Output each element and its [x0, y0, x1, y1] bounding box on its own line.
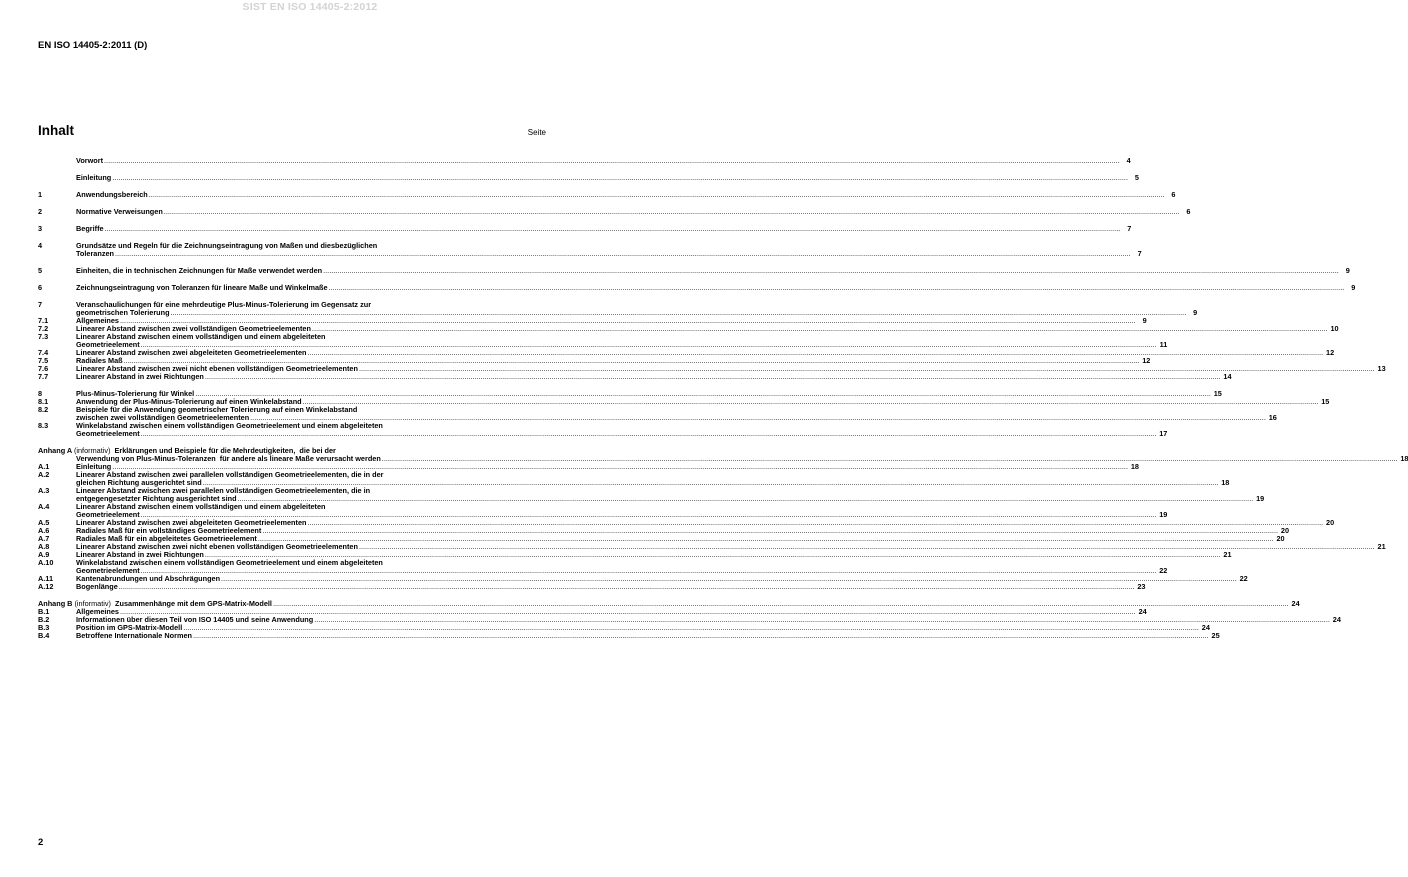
toc-leader-dots [164, 208, 1180, 216]
toc-entry-page: 22 [1159, 566, 1168, 575]
toc-entry-page: 23 [1137, 582, 1146, 591]
toc-entry-number: 8.1 [38, 397, 49, 406]
toc-leader-dots [115, 250, 1131, 258]
toc-entry-page: 24 [1291, 599, 1300, 608]
toc-entry-title: Begriffe [76, 224, 104, 233]
toc-entry-number: 7.3 [38, 332, 49, 341]
toc-entry-title: Linearer Abstand in zwei Richtungen [76, 550, 204, 559]
toc-entry-title: entgegengesetzter Richtung ausgerichtet sind [76, 494, 237, 503]
toc-entry-number: 7.4 [38, 348, 49, 357]
toc-entry-title: Winkelabstand zwischen einem vollständigen Geometrieelement und einem abgeleiteten [76, 558, 383, 567]
toc-entry-page: 13 [1377, 364, 1386, 373]
toc-entry[interactable] [38, 405, 1277, 422]
toc-entry-title: Anwendung der Plus-Minus-Tolerierung auf einen Winkelabstand [76, 397, 302, 406]
toc-entry-page: 25 [1211, 631, 1220, 640]
toc-entry-number: 7.7 [38, 372, 49, 381]
page-column-label: Seite [527, 128, 546, 137]
toc-leader-dots [312, 325, 1328, 333]
toc-entry-page: 24 [1201, 623, 1210, 632]
toc-entry-title: Radiales Maß für ein abgeleitetes Geometrieelement [76, 534, 257, 543]
toc-leader-dots [193, 632, 1209, 640]
toc-leader-dots [119, 583, 1135, 591]
toc-entry[interactable] [38, 207, 1191, 216]
toc-leader-dots [112, 174, 1128, 182]
toc-entry[interactable] [38, 582, 1146, 591]
table-of-contents [38, 156, 1408, 640]
toc-entry-page: 9 [1142, 316, 1147, 325]
toc-entry[interactable] [38, 332, 1168, 349]
toc-entry-page: 19 [1256, 494, 1265, 503]
toc-entry-number: B.4 [38, 631, 50, 640]
toc-entry[interactable] [38, 283, 1356, 292]
toc-leader-dots [303, 398, 1319, 406]
toc-leader-dots [104, 157, 1120, 165]
toc-entry-page: 9 [1345, 266, 1350, 275]
toc-entry-title: Geometrieelement [76, 429, 140, 438]
toc-entry-title: Radiales Maß für ein vollständiges Geometrieelement [76, 526, 262, 535]
toc-entry-page: 10 [1330, 324, 1339, 333]
toc-entry-number: B.3 [38, 623, 50, 632]
toc-entry-number: A.11 [38, 574, 54, 583]
toc-entry-number: A.7 [38, 534, 50, 543]
toc-entry-page: 20 [1326, 518, 1335, 527]
watermark: SIST EN ISO 14405-2:2012 [242, 1, 378, 13]
toc-entry-title: Kantenabrundungen und Abschrägungen [76, 574, 221, 583]
toc-entry-number: 1 [38, 190, 43, 199]
toc-leader-dots [323, 267, 1339, 275]
toc-entry-title: Einheiten, die in technischen Zeichnungen für Maße verwendet werden [76, 266, 323, 275]
toc-entry-title: Geometrieelement [76, 340, 140, 349]
toc-entry[interactable] [38, 502, 1168, 519]
toc-entry-number: A.1 [38, 462, 50, 471]
toc-entry-number: A.2 [38, 470, 50, 479]
toc-entry-title: Grundsätze und Regeln für die Zeichnungseintragung von Maßen und diesbezüglichen [76, 241, 378, 250]
toc-entry-title: Einleitung [76, 462, 112, 471]
toc-entry-number: A.10 [38, 558, 54, 567]
toc-entry-title: Plus-Minus-Tolerierung für Winkel [76, 389, 195, 398]
toc-entry-title: Linearer Abstand zwischen zwei abgeleiteten Geometrieelementen [76, 348, 307, 357]
toc-entry-number: 2 [38, 207, 43, 216]
toc-entry-title: Position im GPS-Matrix-Modell [76, 623, 183, 632]
toc-entry-page: 21 [1223, 550, 1232, 559]
toc-entry-number: 7.2 [38, 324, 49, 333]
toc-entry-page: 16 [1268, 413, 1277, 422]
toc-entry-number [38, 157, 76, 165]
toc-leader-dots [149, 191, 1165, 199]
toc-leader-dots [329, 284, 1345, 292]
toc-entry-title: Winkelabstand zwischen einem vollständigen Geometrieelement und einem abgeleiteten [76, 421, 383, 430]
toc-entry-page: 24 [1138, 607, 1147, 616]
toc-entry-page: 15 [1213, 389, 1222, 398]
toc-entry-title: Linearer Abstand zwischen einem vollständigen und einem abgeleiteten [76, 332, 326, 341]
toc-entry-title: Vorwort [76, 156, 104, 165]
toc-entry-number: A.9 [38, 550, 50, 559]
toc-entry-number: B.2 [38, 615, 50, 624]
toc-entry-page: 11 [1159, 340, 1168, 349]
toc-entry-page: 12 [1142, 356, 1151, 365]
toc-entry-page: 5 [1134, 173, 1139, 182]
toc-entry-number: A.4 [38, 502, 50, 511]
toc-entry-number: 4 [38, 241, 43, 250]
toc-entry-page: 15 [1321, 397, 1330, 406]
toc-entry-title: Veranschaulichungen für eine mehrdeutige Plus-Minus-Tolerierung im Gegensatz zur [76, 300, 372, 309]
toc-entry-number: 8.2 [38, 405, 49, 414]
toc-entry-number: A.5 [38, 518, 50, 527]
toc-entry-title: gleichen Richtung ausgerichtet sind [76, 478, 202, 487]
toc-leader-dots [238, 495, 1254, 503]
toc-entry-page: 22 [1239, 574, 1248, 583]
toc-entry-number: A.12 [38, 582, 54, 591]
toc-entry-number: A.8 [38, 542, 50, 551]
toc-entry[interactable] [38, 486, 1265, 503]
toc-entry-title: Bogenlänge [76, 582, 118, 591]
toc-entry-title: Linearer Abstand zwischen zwei abgeleiteten Geometrieelementen [76, 518, 307, 527]
toc-entry[interactable] [38, 421, 1168, 438]
toc-entry-number: 7.5 [38, 356, 49, 365]
toc-entry-title: Normative Verweisungen [76, 207, 163, 216]
toc-entry-page: 19 [1159, 510, 1168, 519]
toc-entry-number [38, 174, 76, 182]
toc-entry[interactable] [38, 190, 1176, 199]
toc-entry-title: Einleitung [76, 173, 112, 182]
toc-leader-dots [205, 373, 1221, 381]
toc-entry-number: 5 [38, 266, 43, 275]
toc-entry-title: Linearer Abstand zwischen zwei vollständigen Geometrieelementen [76, 324, 311, 333]
toc-entry-title: Toleranzen [76, 249, 114, 258]
toc-entry-title: Radiales Maß [76, 356, 123, 365]
toc-entry-number: 7.1 [38, 316, 49, 325]
toc-entry-title: Geometrieelement [76, 510, 140, 519]
toc-entry-title: geometrischen Tolerierung [76, 308, 170, 317]
toc-entry-title: Linearer Abstand zwischen zwei nicht ebenen vollständigen Geometrieelementen [76, 542, 358, 551]
toc-entry-page: 9 [1351, 283, 1356, 292]
toc-entry-title: Linearer Abstand zwischen zwei parallelen vollständigen Geometrieelementen, die in der [76, 470, 384, 479]
toc-entry-page: 24 [1332, 615, 1341, 624]
toc-leader-dots [141, 430, 1157, 438]
toc-entry-title: Anhang A (informativ) Erklärungen und Beispiele für die Mehrdeutigkeiten, die bei der [38, 446, 336, 455]
toc-entry-title: Anwendungsbereich [76, 190, 148, 199]
toc-entry-title: Betroffene Internationale Normen [76, 631, 192, 640]
page-title: Inhalt [38, 123, 74, 138]
toc-entry[interactable] [38, 372, 1232, 381]
toc-entry-title: zwischen zwei vollständigen Geometrieelementen [76, 413, 250, 422]
toc-entry-number: 3 [38, 224, 43, 233]
toc-entry-title: Zeichnungseintragung von Toleranzen für lineare Maße und Winkelmaße [76, 283, 328, 292]
toc-entry-number: 8 [38, 389, 43, 398]
page-number: 2 [38, 837, 44, 848]
toc-entry-number: A.3 [38, 486, 50, 495]
toc-entry-number: 7.6 [38, 364, 49, 373]
toc-entry[interactable] [38, 446, 1408, 463]
toc-entry-page: 17 [1159, 429, 1168, 438]
toc-entry-title: Informationen über diesen Teil von ISO 14405 und seine Anwendung [76, 615, 314, 624]
toc-entry-page: 18 [1400, 454, 1408, 463]
toc-entry[interactable] [38, 156, 1131, 165]
toc-entry[interactable] [38, 266, 1350, 275]
toc-entry[interactable] [38, 300, 1198, 317]
toc-entry-title: Anhang B (informativ) Zusammenhänge mit dem GPS-Matrix-Modell [38, 599, 272, 608]
toc-entry-title: Linearer Abstand in zwei Richtungen [76, 372, 204, 381]
toc-entry[interactable] [38, 470, 1230, 487]
toc-entry-title: Linearer Abstand zwischen einem vollständigen und einem abgeleiteten [76, 502, 326, 511]
toc-entry-page: 6 [1171, 190, 1176, 199]
toc-entry-page: 20 [1280, 526, 1290, 535]
toc-entry-title: Beispiele für die Anwendung geometrischer Tolerierung auf einen Winkelabstand [76, 405, 358, 414]
toc-entry-page: 21 [1377, 542, 1386, 551]
toc-entry-number: 8.3 [38, 421, 49, 430]
toc-entry-number: A.6 [38, 526, 50, 535]
toc-entry-page: 7 [1137, 249, 1142, 258]
toc-entry-title: Allgemeines [76, 607, 119, 616]
toc-entry-page: 18 [1221, 478, 1230, 487]
toc-entry-page: 6 [1186, 207, 1191, 216]
toc-entry-page: 9 [1193, 308, 1198, 317]
toc-entry-page: 18 [1130, 462, 1139, 471]
toc-entry-title: Allgemeines [76, 316, 119, 325]
toc-entry-number: 7 [38, 300, 43, 309]
toc-entry[interactable] [38, 241, 1142, 258]
toc-leader-dots [250, 414, 1266, 422]
toc-entry-page: 20 [1276, 534, 1285, 543]
toc-entry-title: Linearer Abstand zwischen zwei parallelen vollständigen Geometrieelementen, die in [76, 486, 371, 495]
toc-entry-page: 7 [1127, 224, 1132, 233]
toc-entry[interactable] [38, 224, 1132, 233]
toc-entry-title: Verwendung von Plus-Minus-Toleranzen für andere als lineare Maße verursacht werden [76, 454, 381, 463]
toc-leader-dots [105, 225, 1121, 233]
toc-entry-page: 14 [1223, 372, 1232, 381]
toc-entry-number: 6 [38, 283, 43, 292]
toc-entry[interactable] [38, 173, 1139, 182]
document-header: EN ISO 14405-2:2011 (D) [38, 40, 148, 51]
toc-entry-page: 4 [1126, 156, 1131, 165]
toc-entry[interactable] [38, 558, 1168, 575]
toc-entry[interactable] [38, 631, 1220, 640]
toc-entry-title: Geometrieelement [76, 566, 140, 575]
toc-entry-number: B.1 [38, 607, 50, 616]
toc-entry-title: Linearer Abstand zwischen zwei nicht ebenen vollständigen Geometrieelementen [76, 364, 358, 373]
toc-entry-page: 12 [1326, 348, 1335, 357]
